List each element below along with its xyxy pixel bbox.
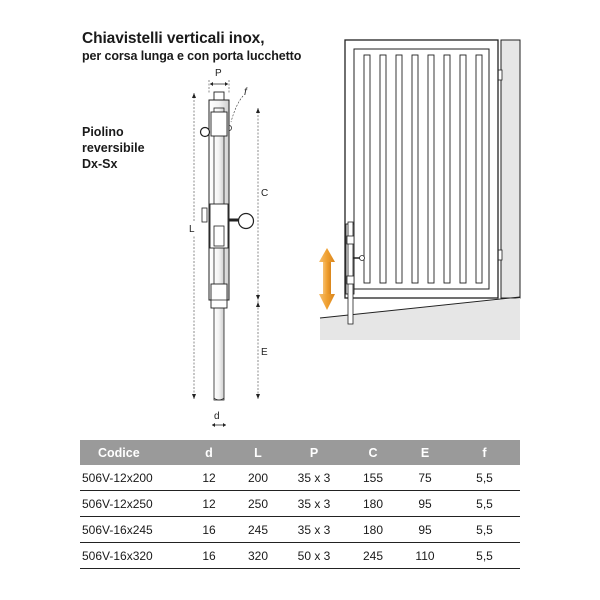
- header-e: E: [401, 440, 449, 465]
- cell-c: 245: [345, 543, 401, 569]
- gate-illustration: [319, 40, 520, 340]
- l-label: L: [189, 224, 195, 235]
- cell-p: 35 x 3: [283, 465, 345, 491]
- cell-l: 245: [233, 517, 283, 543]
- cell-codice: 506V-12x200: [80, 465, 185, 491]
- cell-f: 5,5: [449, 543, 520, 569]
- cell-e: 95: [401, 517, 449, 543]
- page-subtitle: per corsa lunga e con porta lucchetto: [82, 49, 302, 63]
- note-line-2: reversibile: [82, 141, 145, 155]
- cell-p: 35 x 3: [283, 517, 345, 543]
- f-dimension: [226, 87, 248, 131]
- header-codice: Codice: [80, 440, 185, 465]
- table-row: [80, 517, 520, 543]
- table-row: [80, 491, 520, 517]
- cell-e: 110: [401, 543, 449, 569]
- movement-arrow: [319, 248, 335, 310]
- cell-d: 16: [185, 517, 233, 543]
- note-line-3: Dx-Sx: [82, 157, 118, 171]
- table-header-row: [80, 440, 520, 465]
- cell-f: 5,5: [449, 517, 520, 543]
- cell-d: 12: [185, 491, 233, 517]
- p-label: P: [215, 68, 222, 79]
- cell-c: 180: [345, 491, 401, 517]
- cell-p: 35 x 3: [283, 491, 345, 517]
- cell-d: 16: [185, 543, 233, 569]
- cell-d: 12: [185, 465, 233, 491]
- header-f: f: [449, 440, 520, 465]
- cell-codice: 506V-16x245: [80, 517, 185, 543]
- cell-codice: 506V-16x320: [80, 543, 185, 569]
- e-label: E: [261, 347, 268, 358]
- table-row: [80, 465, 520, 491]
- c-label: C: [261, 188, 269, 199]
- cell-l: 200: [233, 465, 283, 491]
- header-d: d: [185, 440, 233, 465]
- d-label: d: [214, 411, 220, 422]
- page-title: Chiavistelli verticali inox,: [82, 30, 265, 47]
- l-dimension: [187, 93, 199, 399]
- c-e-dimension: [256, 108, 268, 399]
- cell-e: 75: [401, 465, 449, 491]
- latch-drawing: [187, 68, 268, 427]
- cell-c: 180: [345, 517, 401, 543]
- cell-l: 320: [233, 543, 283, 569]
- header-c: C: [345, 440, 401, 465]
- f-label: f: [244, 87, 247, 98]
- cell-c: 155: [345, 465, 401, 491]
- header-l: L: [233, 440, 283, 465]
- cell-p: 50 x 3: [283, 543, 345, 569]
- latch-body: [201, 92, 254, 400]
- p-dimension: [209, 68, 229, 93]
- cell-l: 250: [233, 491, 283, 517]
- cell-e: 95: [401, 491, 449, 517]
- cell-f: 5,5: [449, 465, 520, 491]
- header-p: P: [283, 440, 345, 465]
- table-row: [80, 543, 520, 569]
- note-line-1: Piolino: [82, 125, 124, 139]
- cell-codice: 506V-12x250: [80, 491, 185, 517]
- d-dimension: [212, 411, 226, 427]
- spec-table: [80, 440, 520, 569]
- cell-f: 5,5: [449, 491, 520, 517]
